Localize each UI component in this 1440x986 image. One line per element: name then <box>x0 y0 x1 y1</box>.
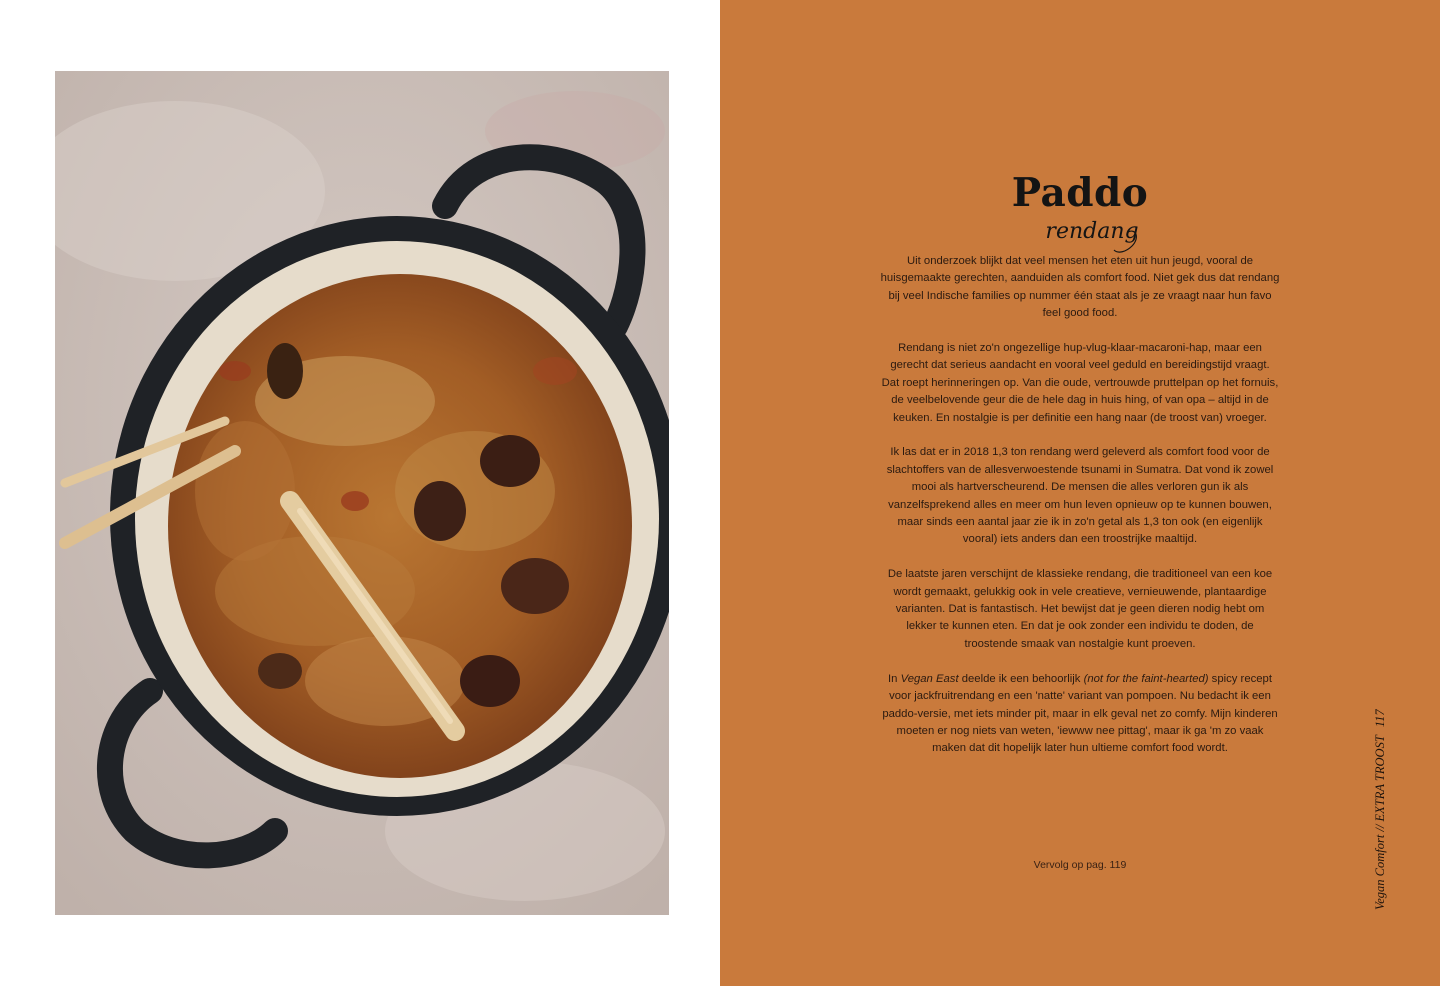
intro-text-run: spicy recept voor jackfruitrendang en een 'natte' variant van pompoen. Nu bedacht ik een paddo-versie, met iets minder pit, maar in elk geval net zo comfy. Mijn kinderen moeten er nog niets van weten, 'iewww nee pittag', maar ik ga 'm zo vaak maken dat dit hopelijk later hun ultieme comfort food wordt. <box>882 672 1278 755</box>
intro-text <box>880 253 1280 758</box>
continued-note: Vervolg op pag. 119 <box>1033 859 1127 871</box>
intro-paragraph: Ik las dat er in 2018 1,3 ton rendang werd geleverd als comfort food voor de slachtoffers van de allesverwoestende tsunami in Sumatra. Dat vond ik zowel mooi als hartverscheurend. De mensen die alles verloren gun ik als vanzelfsprekend alles en meer om hun leven opnieuw op te kunnen bouwen, maar sinds een aantal jaar zie ik in zo'n getal als 1,3 ton ook (en eigenlijk vooral) iets anders dan een troostrijke maaltijd. <box>886 446 1274 546</box>
aside-text: (not for the faint-hearted) <box>1083 672 1209 685</box>
intro-paragraph: Uit onderzoek blijkt dat veel mensen het eten uit hun jeugd, vooral de huisgemaakte gerechten, aanduiden als comfort food. Niet gek dus dat rendang bij veel Indische families op nummer één staat als je ze vraagt naar hun favo feel good food. <box>880 255 1280 320</box>
intro-paragraph: Rendang is niet zo'n ongezellige hup-vlug-klaar-macaroni-hap, maar een gerecht dat serieus aandacht en vooral veel geduld en bereidingstijd vraagt. Dat roept herinneringen op. Van die oude, vertrouwde pruttelpan op het fornuis, de veelbelovende geur die de hele dag in huis hing, of van opa – altijd in de keuken. En nostalgie is per definitie een hang naar (de troost van) vroeger. <box>881 342 1279 424</box>
intro-text-run: deelde ik een behoorlijk <box>958 672 1084 685</box>
running-head-title: Vegan Comfort // EXTRA TROOST <box>1373 735 1387 910</box>
right-page <box>720 0 1440 986</box>
rendang-pan-photo <box>55 71 669 915</box>
recipe-subtitle-script: rendang <box>1045 219 1139 244</box>
book-title: Vegan East <box>900 672 959 685</box>
page-number: 117 <box>1373 709 1387 728</box>
intro-paragraph <box>880 671 1280 758</box>
recipe-title: Paddo <box>1011 170 1149 216</box>
intro-paragraph: De laatste jaren verschijnt de klassieke rendang, die traditioneel van een koe wordt gemaakt, gelukkig ook in vele creatieve, vernieuwende, plantaardige varianten. Dat is fantastisch. Het bewijst dat je geen dieren nodig hebt om lekker te kunnen eten. En dat je ook zonder een individu te doden, de troostende smaak van nostalgie kunt proeven. <box>887 568 1273 650</box>
recipe-subtitle <box>1032 208 1152 256</box>
intro-text-run: In <box>888 672 901 685</box>
running-head <box>1373 709 1388 910</box>
